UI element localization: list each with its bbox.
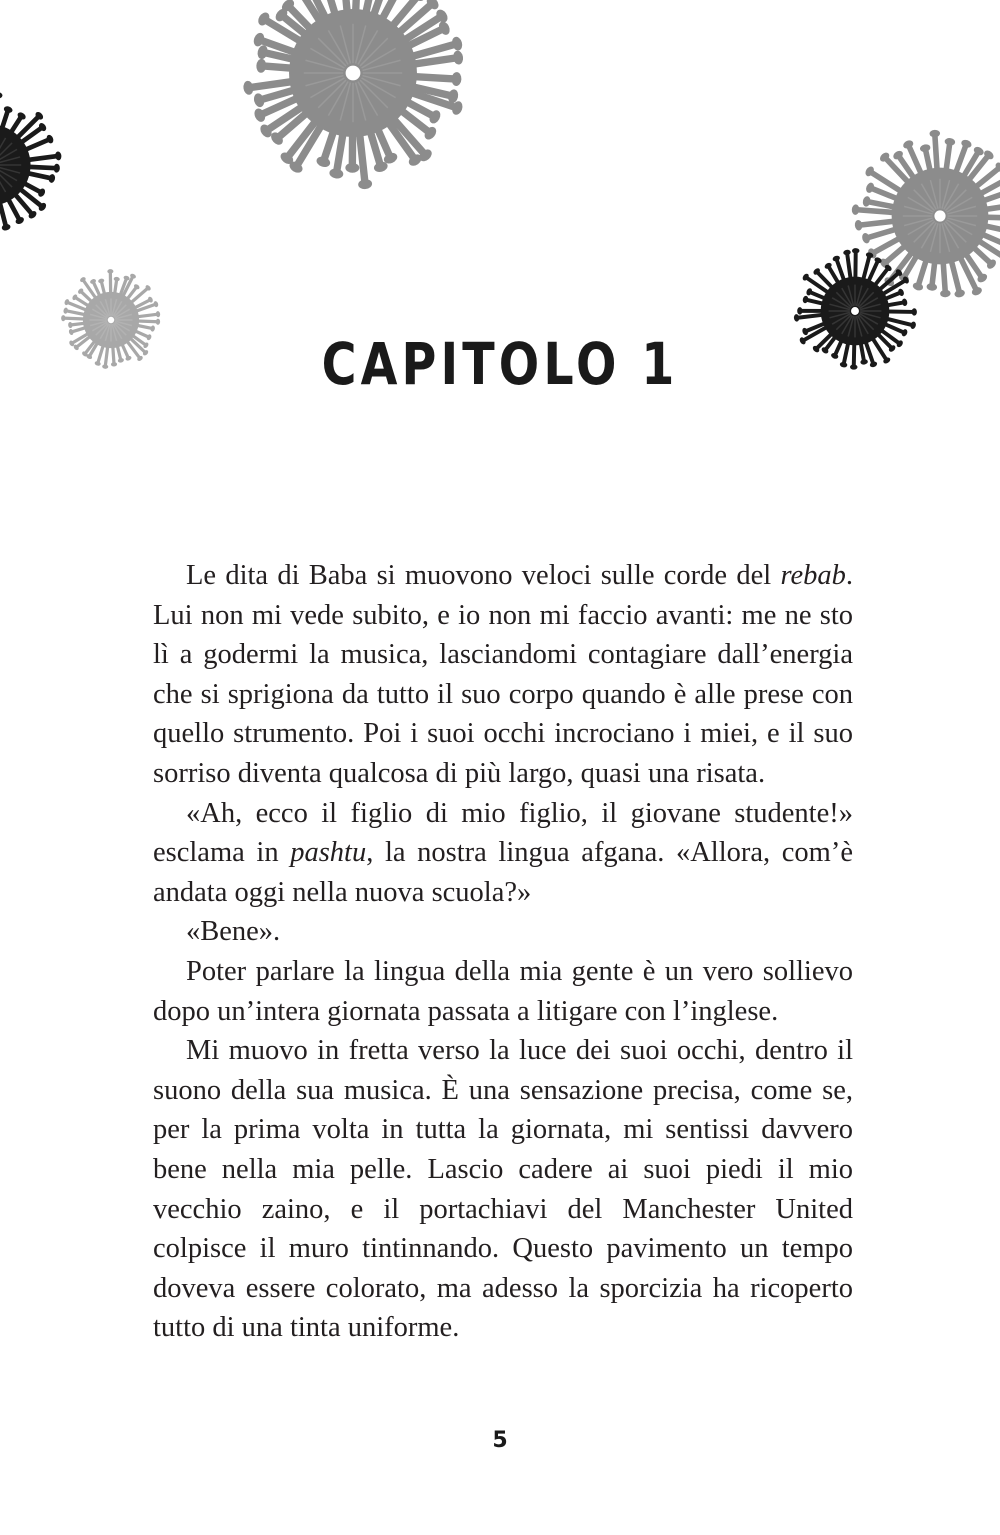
paragraph [153,556,853,794]
text-span: «Ah, ecco il figlio di mio figlio, il giovane studente!» esclama in [153,797,853,869]
virus-icon [198,0,508,220]
page-number: 5 [492,1428,508,1453]
text-span: Le dita di Baba si muovono veloci sulle corde del [186,560,781,591]
italic-word: pashtu [290,837,367,869]
italic-word: rebab [780,560,846,591]
text-span: . Lui non mi vede subito, e io non mi faccio avanti: me ne sto lì a godermi la musica, lasciandomi contagiare dall’energia che si sprigiona da tutto il suo corpo quando è alle prese con quello strumento. Poi i suoi occhi incrociano i miei, e il suo sorriso diventa qualcosa di più largo, quasi una risata. [153,560,853,789]
paragraph [153,1031,853,1348]
paragraph [153,912,853,952]
text-span: Mi muovo in fretta verso la luce dei suoi occhi, dentro il suono della sua musica. È una sensazione precisa, come se, per la prima volta in tutta la giornata, mi sentissi davvero bene nella mia pelle. Lascio cadere ai suoi piedi il mio vecchio zaino, e il portachiavi del Manchester United colpisce il muro tintinnando. Questo pavimento un tempo doveva essere colorato, ma adesso la sporcizia ha ricoperto tutto di una tinta uniforme. [153,1035,853,1344]
chapter-title: CAPITOLO 1 [321,330,679,398]
text-span: Poter parlare la lingua della mia gente è un vero sollievo dopo un’intera giornata passata a litigare con l’inglese. [153,955,853,1027]
paragraph [153,794,853,913]
text-span: «Bene». [186,916,281,948]
paragraph [153,952,853,1031]
virus-icon [0,80,80,250]
text-span: , la nostra lingua afgana. «Allora, com’è andata oggi nella nuova scuola?» [153,837,853,908]
body-text [153,556,853,1348]
